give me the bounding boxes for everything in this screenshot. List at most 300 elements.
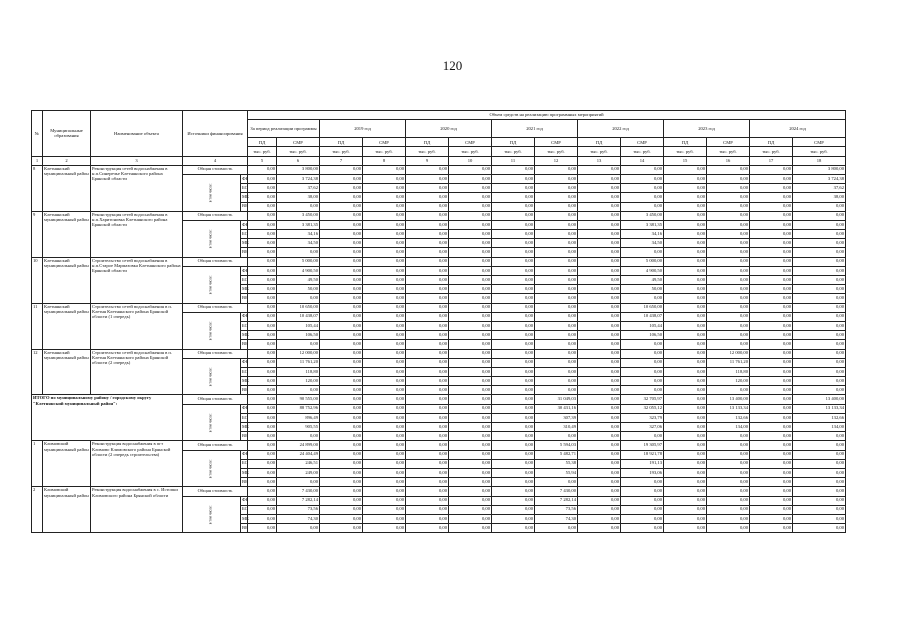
pd-header: ПД: [248, 138, 277, 147]
value-cell: 0,00: [492, 276, 535, 285]
value-cell: 0,00: [707, 294, 750, 303]
total-label: ИТОГО по муниципальному району / городскому округу "Клетнянский муниципальный район":: [32, 395, 183, 441]
value-cell: 0,00: [750, 450, 793, 459]
value-cell: 0,00: [621, 386, 664, 395]
smr-header: СМР: [363, 138, 406, 147]
value-cell: 0,00: [578, 395, 621, 404]
table-row: [32, 257, 846, 266]
value-cell: 0,00: [535, 257, 578, 266]
value-cell: 0,00: [320, 468, 363, 477]
municipality-name: Климовский муниципальный район: [43, 487, 91, 533]
object-name: Строительство сетей водоснабжения в н.п.Старое Мармазовка Клетнянского района Брянской области: [91, 257, 183, 303]
value-cell: 0,00: [449, 524, 492, 533]
column-number: 14: [621, 156, 664, 165]
value-cell: 0,00: [248, 211, 277, 220]
value-cell: 905,55: [277, 423, 320, 432]
value-cell: 0,00: [793, 202, 846, 211]
value-cell: 0,00: [750, 303, 793, 312]
column-number: 18: [793, 156, 846, 165]
value-cell: 0,00: [578, 340, 621, 349]
value-cell: 0,00: [793, 478, 846, 487]
value-cell: 0,00: [664, 478, 707, 487]
value-cell: 0,00: [621, 294, 664, 303]
value-cell: 0,00: [363, 514, 406, 523]
value-cell: 4 900,50: [621, 266, 664, 275]
value-cell: 0,00: [750, 220, 793, 229]
value-cell: 0,00: [664, 386, 707, 395]
value-cell: 0,00: [793, 321, 846, 330]
value-cell: 0,00: [707, 285, 750, 294]
value-cell: 0,00: [248, 285, 277, 294]
value-cell: 0,00: [664, 276, 707, 285]
value-cell: 0,00: [750, 184, 793, 193]
value-cell: 5 594,03: [535, 441, 578, 450]
value-cell: 0,00: [707, 514, 750, 523]
value-cell: 3 381,35: [621, 220, 664, 229]
value-cell: 327,06: [621, 423, 664, 432]
value-cell: 0,00: [406, 257, 449, 266]
value-cell: 0,00: [664, 257, 707, 266]
value-cell: 0,00: [449, 211, 492, 220]
value-cell: 0,00: [248, 276, 277, 285]
value-cell: 0,00: [248, 478, 277, 487]
value-cell: 0,00: [406, 524, 449, 533]
header-municipality: Муниципальные образования: [43, 111, 91, 157]
value-cell: 249,00: [277, 468, 320, 477]
value-cell: 0,00: [320, 193, 363, 202]
value-cell: 0,00: [492, 303, 535, 312]
value-cell: 0,00: [492, 413, 535, 422]
value-cell: 0,00: [492, 395, 535, 404]
value-cell: 0,00: [248, 220, 277, 229]
value-cell: 0,00: [320, 321, 363, 330]
value-cell: 0,00: [406, 386, 449, 395]
value-cell: 0,00: [621, 524, 664, 533]
value-cell: 0,00: [248, 193, 277, 202]
value-cell: 0,00: [707, 524, 750, 533]
value-cell: 0,00: [248, 321, 277, 330]
column-number: 16: [707, 156, 750, 165]
unit-header: тыс. руб.: [406, 147, 449, 156]
value-cell: 7 430,00: [277, 487, 320, 496]
value-cell: 0,00: [535, 367, 578, 376]
value-cell: 0,00: [535, 202, 578, 211]
value-cell: 0,00: [707, 441, 750, 450]
value-cell: 0,00: [621, 358, 664, 367]
value-cell: 0,00: [535, 230, 578, 239]
source-code: ФБ: [241, 450, 248, 459]
unit-header: тыс. руб.: [449, 147, 492, 156]
value-cell: 0,00: [578, 312, 621, 321]
value-cell: 0,00: [277, 432, 320, 441]
value-cell: 0,00: [406, 184, 449, 193]
value-cell: 0,00: [320, 211, 363, 220]
period-header: 2022 год: [578, 120, 664, 138]
value-cell: 0,00: [664, 450, 707, 459]
value-cell: 0,00: [320, 377, 363, 386]
value-cell: 0,00: [750, 285, 793, 294]
column-number: 3: [91, 156, 183, 165]
value-cell: 0,00: [621, 487, 664, 496]
header-source: Источники финансирования: [183, 111, 248, 157]
value-cell: 0,00: [248, 266, 277, 275]
value-cell: 105,44: [277, 321, 320, 330]
value-cell: 0,00: [621, 478, 664, 487]
value-cell: 0,00: [320, 312, 363, 321]
value-cell: 0,00: [664, 468, 707, 477]
value-cell: 0,00: [492, 321, 535, 330]
value-cell: 0,00: [664, 423, 707, 432]
value-cell: 0,00: [492, 211, 535, 220]
value-cell: 0,00: [492, 505, 535, 514]
value-cell: 0,00: [492, 386, 535, 395]
value-cell: 0,00: [750, 321, 793, 330]
value-cell: 5 482,71: [535, 450, 578, 459]
value-cell: 0,00: [406, 468, 449, 477]
value-cell: 0,00: [793, 450, 846, 459]
value-cell: 0,00: [363, 239, 406, 248]
value-cell: 0,00: [793, 377, 846, 386]
value-cell: 24 899,00: [277, 441, 320, 450]
smr-header: СМР: [793, 138, 846, 147]
value-cell: 0,00: [664, 413, 707, 422]
value-cell: 0,00: [277, 524, 320, 533]
value-cell: 0,00: [406, 276, 449, 285]
table-row: [32, 441, 846, 450]
value-cell: 0,00: [793, 276, 846, 285]
value-cell: 0,00: [535, 193, 578, 202]
value-cell: 0,00: [363, 211, 406, 220]
value-cell: 118,80: [277, 367, 320, 376]
incl-label: в том числе:: [183, 174, 241, 211]
value-cell: 0,00: [492, 404, 535, 413]
value-cell: 0,00: [578, 184, 621, 193]
value-cell: 0,00: [449, 294, 492, 303]
value-cell: 0,00: [664, 340, 707, 349]
value-cell: 7 282,14: [535, 496, 578, 505]
value-cell: 0,00: [578, 413, 621, 422]
value-cell: 0,00: [578, 202, 621, 211]
value-cell: 0,00: [363, 266, 406, 275]
value-cell: 0,00: [750, 331, 793, 340]
value-cell: 73,56: [277, 505, 320, 514]
table-row: [32, 165, 846, 174]
value-cell: 0,00: [449, 312, 492, 321]
value-cell: 0,00: [664, 248, 707, 257]
value-cell: 0,00: [406, 413, 449, 422]
unit-header: тыс. руб.: [248, 147, 277, 156]
value-cell: 3 724,38: [793, 174, 846, 183]
source-code: МБ: [241, 468, 248, 477]
value-cell: 0,00: [535, 174, 578, 183]
value-cell: 0,00: [406, 220, 449, 229]
value-cell: 0,00: [363, 349, 406, 358]
value-cell: 0,00: [535, 340, 578, 349]
value-cell: 7 282,14: [277, 496, 320, 505]
value-cell: 0,00: [320, 349, 363, 358]
value-cell: 0,00: [750, 248, 793, 257]
source-code: ВБ: [241, 432, 248, 441]
pd-header: ПД: [578, 138, 621, 147]
municipality-name: Клетнянский муниципальный район: [43, 211, 91, 257]
value-cell: 0,00: [406, 367, 449, 376]
column-number: 2: [43, 156, 91, 165]
value-cell: 0,00: [664, 184, 707, 193]
value-cell: 0,00: [248, 303, 277, 312]
value-cell: 0,00: [578, 386, 621, 395]
value-cell: 0,00: [707, 331, 750, 340]
value-cell: 0,00: [535, 349, 578, 358]
value-cell: 5 000,00: [277, 257, 320, 266]
unit-header: тыс. руб.: [793, 147, 846, 156]
value-cell: 0,00: [248, 340, 277, 349]
value-cell: 0,00: [449, 285, 492, 294]
unit-header: тыс. руб.: [320, 147, 363, 156]
value-cell: 13 133,34: [793, 404, 846, 413]
value-cell: 0,00: [664, 266, 707, 275]
value-cell: 0,00: [664, 441, 707, 450]
value-cell: 0,00: [793, 285, 846, 294]
value-cell: 0,00: [406, 349, 449, 358]
source-code: ВБ: [241, 202, 248, 211]
value-cell: 37,62: [277, 184, 320, 193]
value-cell: 0,00: [664, 202, 707, 211]
value-cell: 0,00: [363, 459, 406, 468]
value-cell: 0,00: [449, 386, 492, 395]
value-cell: 0,00: [750, 496, 793, 505]
value-cell: 0,00: [492, 184, 535, 193]
value-cell: 0,00: [750, 174, 793, 183]
value-cell: 0,00: [248, 257, 277, 266]
value-cell: 0,00: [578, 367, 621, 376]
value-cell: 0,00: [793, 230, 846, 239]
value-cell: 0,00: [248, 349, 277, 358]
value-cell: 0,00: [406, 312, 449, 321]
value-cell: 0,00: [793, 514, 846, 523]
value-cell: 0,00: [578, 239, 621, 248]
value-cell: 0,00: [750, 165, 793, 174]
total-cost-label: Общая стоимость: [183, 303, 248, 312]
value-cell: 0,00: [248, 496, 277, 505]
value-cell: 0,00: [578, 220, 621, 229]
value-cell: 0,00: [449, 266, 492, 275]
value-cell: 0,00: [707, 340, 750, 349]
value-cell: 0,00: [707, 459, 750, 468]
value-cell: 0,00: [406, 248, 449, 257]
municipality-name: Клетнянский муниципальный район: [43, 165, 91, 211]
row-number: 10: [32, 257, 43, 303]
source-code: ВБ: [241, 386, 248, 395]
value-cell: 0,00: [492, 459, 535, 468]
value-cell: 0,00: [578, 468, 621, 477]
source-code: МБ: [241, 514, 248, 523]
value-cell: 0,00: [449, 450, 492, 459]
header-volume: Объем средств на реализацию программных мероприятий: [248, 111, 846, 120]
value-cell: 0,00: [578, 404, 621, 413]
value-cell: 0,00: [320, 441, 363, 450]
value-cell: 0,00: [492, 358, 535, 367]
value-cell: 0,00: [793, 239, 846, 248]
value-cell: 34,16: [277, 230, 320, 239]
value-cell: 0,00: [707, 239, 750, 248]
value-cell: 0,00: [363, 413, 406, 422]
value-cell: 0,00: [578, 165, 621, 174]
value-cell: 0,00: [320, 386, 363, 395]
row-number: 1: [32, 441, 43, 487]
total-cost-label: Общая стоимость: [183, 487, 248, 496]
value-cell: 0,00: [793, 358, 846, 367]
value-cell: 0,00: [621, 349, 664, 358]
row-number: 2: [32, 487, 43, 533]
value-cell: 0,00: [406, 202, 449, 211]
value-cell: 0,00: [750, 257, 793, 266]
value-cell: 0,00: [363, 441, 406, 450]
incl-label: в том числе:: [183, 312, 241, 349]
value-cell: 90 555,00: [277, 395, 320, 404]
value-cell: 0,00: [664, 358, 707, 367]
table-row: [32, 211, 846, 220]
value-cell: 49,50: [621, 276, 664, 285]
value-cell: 0,00: [406, 358, 449, 367]
value-cell: 0,00: [535, 386, 578, 395]
municipality-name: Клетнянский муниципальный район: [43, 349, 91, 395]
value-cell: 0,00: [535, 165, 578, 174]
value-cell: 38,00: [793, 193, 846, 202]
value-cell: 55,94: [535, 468, 578, 477]
value-cell: 0,00: [621, 514, 664, 523]
value-cell: 0,00: [248, 404, 277, 413]
value-cell: 0,00: [320, 248, 363, 257]
value-cell: 50,00: [277, 285, 320, 294]
value-cell: 0,00: [707, 174, 750, 183]
value-cell: 0,00: [578, 432, 621, 441]
smr-header: СМР: [535, 138, 578, 147]
row-number: 11: [32, 303, 43, 349]
value-cell: 0,00: [750, 276, 793, 285]
value-cell: 0,00: [406, 294, 449, 303]
value-cell: 0,00: [578, 358, 621, 367]
source-code: БС: [241, 184, 248, 193]
value-cell: 0,00: [492, 266, 535, 275]
value-cell: 0,00: [793, 331, 846, 340]
value-cell: 0,00: [621, 377, 664, 386]
value-cell: 0,00: [320, 413, 363, 422]
value-cell: 0,00: [277, 340, 320, 349]
value-cell: 32 055,12: [621, 404, 664, 413]
value-cell: 0,00: [664, 432, 707, 441]
smr-header: СМР: [277, 138, 320, 147]
value-cell: 0,00: [406, 165, 449, 174]
value-cell: 0,00: [492, 487, 535, 496]
value-cell: 0,00: [277, 386, 320, 395]
value-cell: 0,00: [277, 478, 320, 487]
value-cell: 3 800,00: [793, 165, 846, 174]
value-cell: 0,00: [793, 294, 846, 303]
source-code: ФБ: [241, 220, 248, 229]
value-cell: 24 404,49: [277, 450, 320, 459]
value-cell: 0,00: [248, 514, 277, 523]
value-cell: 0,00: [492, 441, 535, 450]
value-cell: 0,00: [750, 239, 793, 248]
value-cell: 0,00: [793, 505, 846, 514]
incl-label: в том числе:: [183, 358, 241, 395]
value-cell: 50,00: [621, 285, 664, 294]
value-cell: 0,00: [449, 257, 492, 266]
value-cell: 0,00: [750, 266, 793, 275]
value-cell: 0,00: [793, 441, 846, 450]
value-cell: 0,00: [621, 367, 664, 376]
value-cell: 0,00: [320, 220, 363, 229]
value-cell: 0,00: [621, 248, 664, 257]
column-number: 7: [320, 156, 363, 165]
column-number: 13: [578, 156, 621, 165]
value-cell: 0,00: [406, 340, 449, 349]
value-cell: 0,00: [578, 211, 621, 220]
value-cell: 0,00: [707, 468, 750, 477]
value-cell: 0,00: [793, 487, 846, 496]
value-cell: 73,56: [535, 505, 578, 514]
value-cell: 0,00: [535, 239, 578, 248]
value-cell: 0,00: [449, 303, 492, 312]
value-cell: 7 430,00: [535, 487, 578, 496]
value-cell: 0,00: [664, 395, 707, 404]
value-cell: 0,00: [248, 441, 277, 450]
value-cell: 0,00: [578, 450, 621, 459]
value-cell: 120,00: [707, 377, 750, 386]
value-cell: 74,30: [535, 514, 578, 523]
value-cell: 323,79: [621, 413, 664, 422]
value-cell: 0,00: [406, 432, 449, 441]
value-cell: 0,00: [793, 349, 846, 358]
source-code: БС: [241, 459, 248, 468]
value-cell: 0,00: [664, 294, 707, 303]
table-row: [32, 487, 846, 496]
value-cell: 106,50: [621, 331, 664, 340]
value-cell: 0,00: [535, 432, 578, 441]
total-cost-label: Общая стоимость: [183, 211, 248, 220]
value-cell: 0,00: [248, 487, 277, 496]
value-cell: 0,00: [664, 404, 707, 413]
value-cell: 0,00: [248, 377, 277, 386]
value-cell: 0,00: [277, 248, 320, 257]
value-cell: 0,00: [578, 294, 621, 303]
value-cell: 0,00: [664, 211, 707, 220]
column-number: 1: [32, 156, 43, 165]
value-cell: 0,00: [363, 285, 406, 294]
value-cell: 0,00: [750, 432, 793, 441]
object-name: Строительство сетей водоснабжения в п. Клетня Клетнянского района Брянской области (2 очередь): [91, 349, 183, 395]
value-cell: 0,00: [320, 524, 363, 533]
value-cell: 0,00: [363, 193, 406, 202]
value-cell: 0,00: [621, 505, 664, 514]
value-cell: 118,80: [707, 367, 750, 376]
source-code: БС: [241, 367, 248, 376]
value-cell: 0,00: [750, 312, 793, 321]
value-cell: 0,00: [578, 303, 621, 312]
pd-header: ПД: [320, 138, 363, 147]
unit-header: тыс. руб.: [492, 147, 535, 156]
value-cell: 0,00: [320, 184, 363, 193]
value-cell: 0,00: [750, 202, 793, 211]
value-cell: 246,51: [277, 459, 320, 468]
value-cell: 0,00: [248, 230, 277, 239]
value-cell: 0,00: [492, 220, 535, 229]
value-cell: 0,00: [363, 358, 406, 367]
object-name: Реконструкция сетей водоснабжения в н.п.Харитоновка Клетнянского района Брянской области: [91, 211, 183, 257]
value-cell: 0,00: [664, 193, 707, 202]
value-cell: 0,00: [449, 514, 492, 523]
value-cell: 0,00: [363, 257, 406, 266]
